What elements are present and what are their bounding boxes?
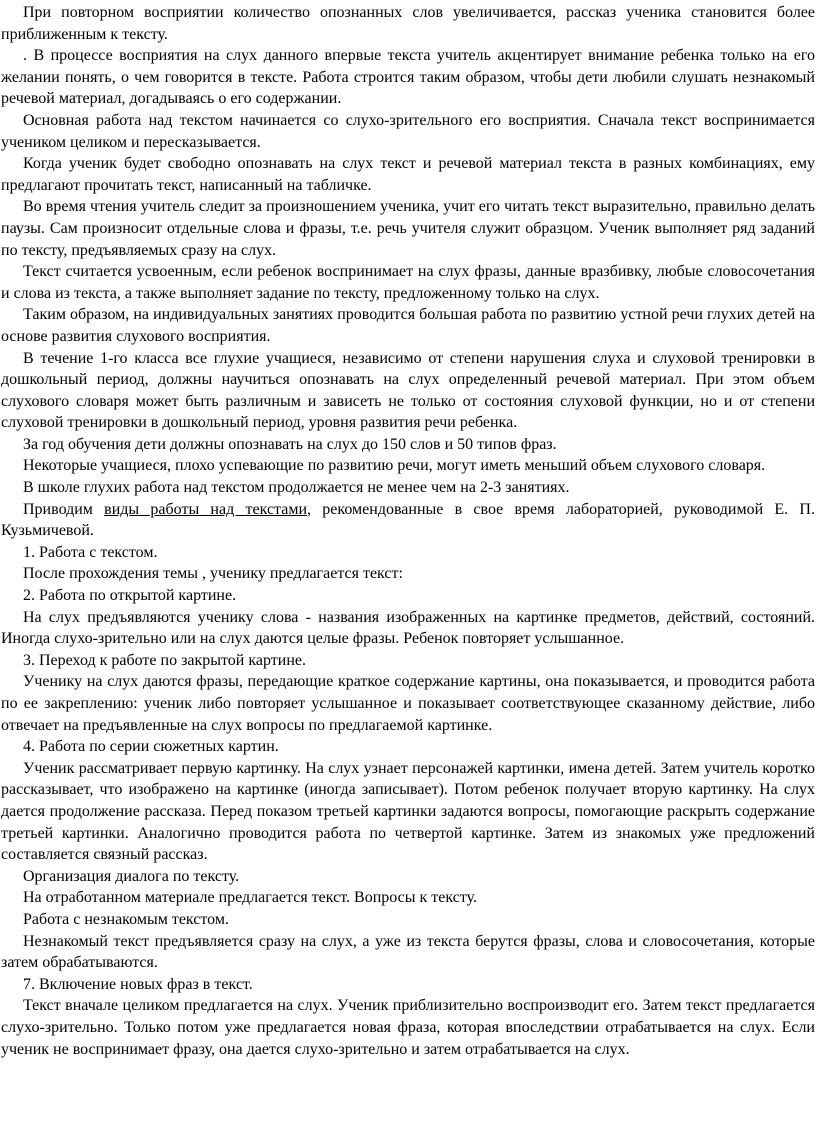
work-types-link[interactable]: виды работы над текстами <box>104 500 308 518</box>
paragraph-24: Незнакомый текст предъявляется сразу на слух, а уже из текста берутся фразы, слова и словосочетания, которые затем обрабатываются. <box>1 932 815 972</box>
paragraph-2: . В процессе восприятия на слух данного впервые текста учитель акцентирует внимание ребенка только на его желании понять, о чем говорится в тексте. Работа строится таким образом, чтобы дети любили слушать незнакомый речевой материал, догадываясь о его содержании. <box>1 47 815 108</box>
paragraph-8: В течение 1-го класса все глухие учащиеся, независимо от степени нарушения слуха и слуховой тренировки в дошкольный период, должны научиться опознавать на слух определенный речевой материал. При этом объем слухового словаря может быть различным и зависеть не только от состояния слуховой функции, но и от степени слуховой тренировки в дошкольный период, уровня развития речи ребенка. <box>1 349 815 432</box>
paragraph-17: 3. Переход к работе по закрытой картине. <box>23 651 307 669</box>
paragraph-1: При повторном восприятии количество опознанных слов увеличивается, рассказ ученика становится более приближенным к тексту. <box>1 4 815 43</box>
paragraph-23: Работа с незнакомым текстом. <box>23 910 229 928</box>
paragraph-10: Некоторые учащиеся, плохо успевающие по развитию речи, могут иметь меньший объем слухового словаря. <box>23 457 766 475</box>
link-paragraph-before: Приводим <box>23 500 105 518</box>
paragraph-20: Ученик рассматривает первую картинку. На слух узнает персонажей картинки, имена детей. Затем учитель коротко рассказывает, что изображено на картинке (иногда записывает). Потом ребенок получает вторую картинку. На слух дается продолжение рассказа. Перед показом третьей картинки задаются вопросы, помогающие раскрыть содержание третьей картинки. Аналогично проводится работа по четвертой картинке. Затем из знакомых уже предложений составляется связный рассказ. <box>1 759 815 864</box>
paragraph-3: Основная работа над текстом начинается со слухо-зрительного его восприятия. Сначала текст воспринимается учеником целиком и пересказывается. <box>1 111 815 151</box>
paragraph-6: Текст считается усвоенным, если ребенок воспринимает на слух фразы, данные вразбивку, любые словосочетания и слова из текста, а также выполняет задание по тексту, предложенному только на слух. <box>1 263 815 302</box>
paragraph-19: 4. Работа по серии сюжетных картин. <box>23 738 279 756</box>
paragraph-link <box>1 499 815 542</box>
paragraph-13: 1. Работа с текстом. <box>23 543 158 561</box>
paragraph-22: На отработанном материале предлагается текст. Вопросы к тексту. <box>23 889 478 907</box>
paragraph-18: Ученику на слух даются фразы, передающие краткое содержание картины, она показывается, и проводится работа по ее закреплению: ученик либо повторяет услышанное и показывает соответствующее сказанному действие, либо отвечает на предъявленные на слух вопросы по предлагаемой картинке. <box>1 673 815 734</box>
paragraph-9: За год обучения дети должны опознавать на слух до 150 слов и 50 типов фраз. <box>23 435 557 453</box>
link-paragraph-after: , рекомендованные в свое время лабораторией, руководимой Е. П. Кузьмичевой. <box>1 500 815 540</box>
paragraph-4: Когда ученик будет свободно опознавать на слух текст и речевой материал текста в разных комбинациях, ему предлагают прочитать текст, написанный на табличке. <box>1 155 815 194</box>
paragraph-26: Текст вначале целиком предлагается на слух. Ученик приблизительно воспроизводит его. Затем текст предлагается слухо-зрительно. Только потом уже предлагается новая фраза, которая впоследствии отрабатывается на слух. Если ученик не воспринимает фразу, она дается слухо-зрительно и затем отрабатывается на слух. <box>1 997 815 1058</box>
paragraph-25: 7. Включение новых фраз в текст. <box>23 975 253 993</box>
paragraph-15: 2. Работа по открытой картине. <box>23 587 237 605</box>
paragraph-7: Таким образом, на индивидуальных занятиях проводится большая работа по развитию устной речи глухих детей на основе развития слухового восприятия. <box>1 306 815 345</box>
paragraph-11: В школе глухих работа над текстом продолжается не менее чем на 2-3 занятиях. <box>23 479 570 497</box>
paragraph-14: После прохождения темы , ученику предлагается текст: <box>23 565 403 583</box>
paragraph-5: Во время чтения учитель следит за произношением ученика, учит его читать текст выразительно, правильно делать паузы. Сам произносит отдельные слова и фразы, т.е. речь учителя служит образцом. Ученик выполняет ряд заданий по тексту, предъявляемых сразу на слух. <box>1 198 815 259</box>
paragraph-16: На слух предъявляются ученику слова - названия изображенных на картинке предметов, действий, состояний. Иногда слухо-зрительно или на слух даются целые фразы. Ребенок повторяет услышанное. <box>1 608 815 648</box>
paragraph-21: Организация диалога по тексту. <box>23 867 240 885</box>
